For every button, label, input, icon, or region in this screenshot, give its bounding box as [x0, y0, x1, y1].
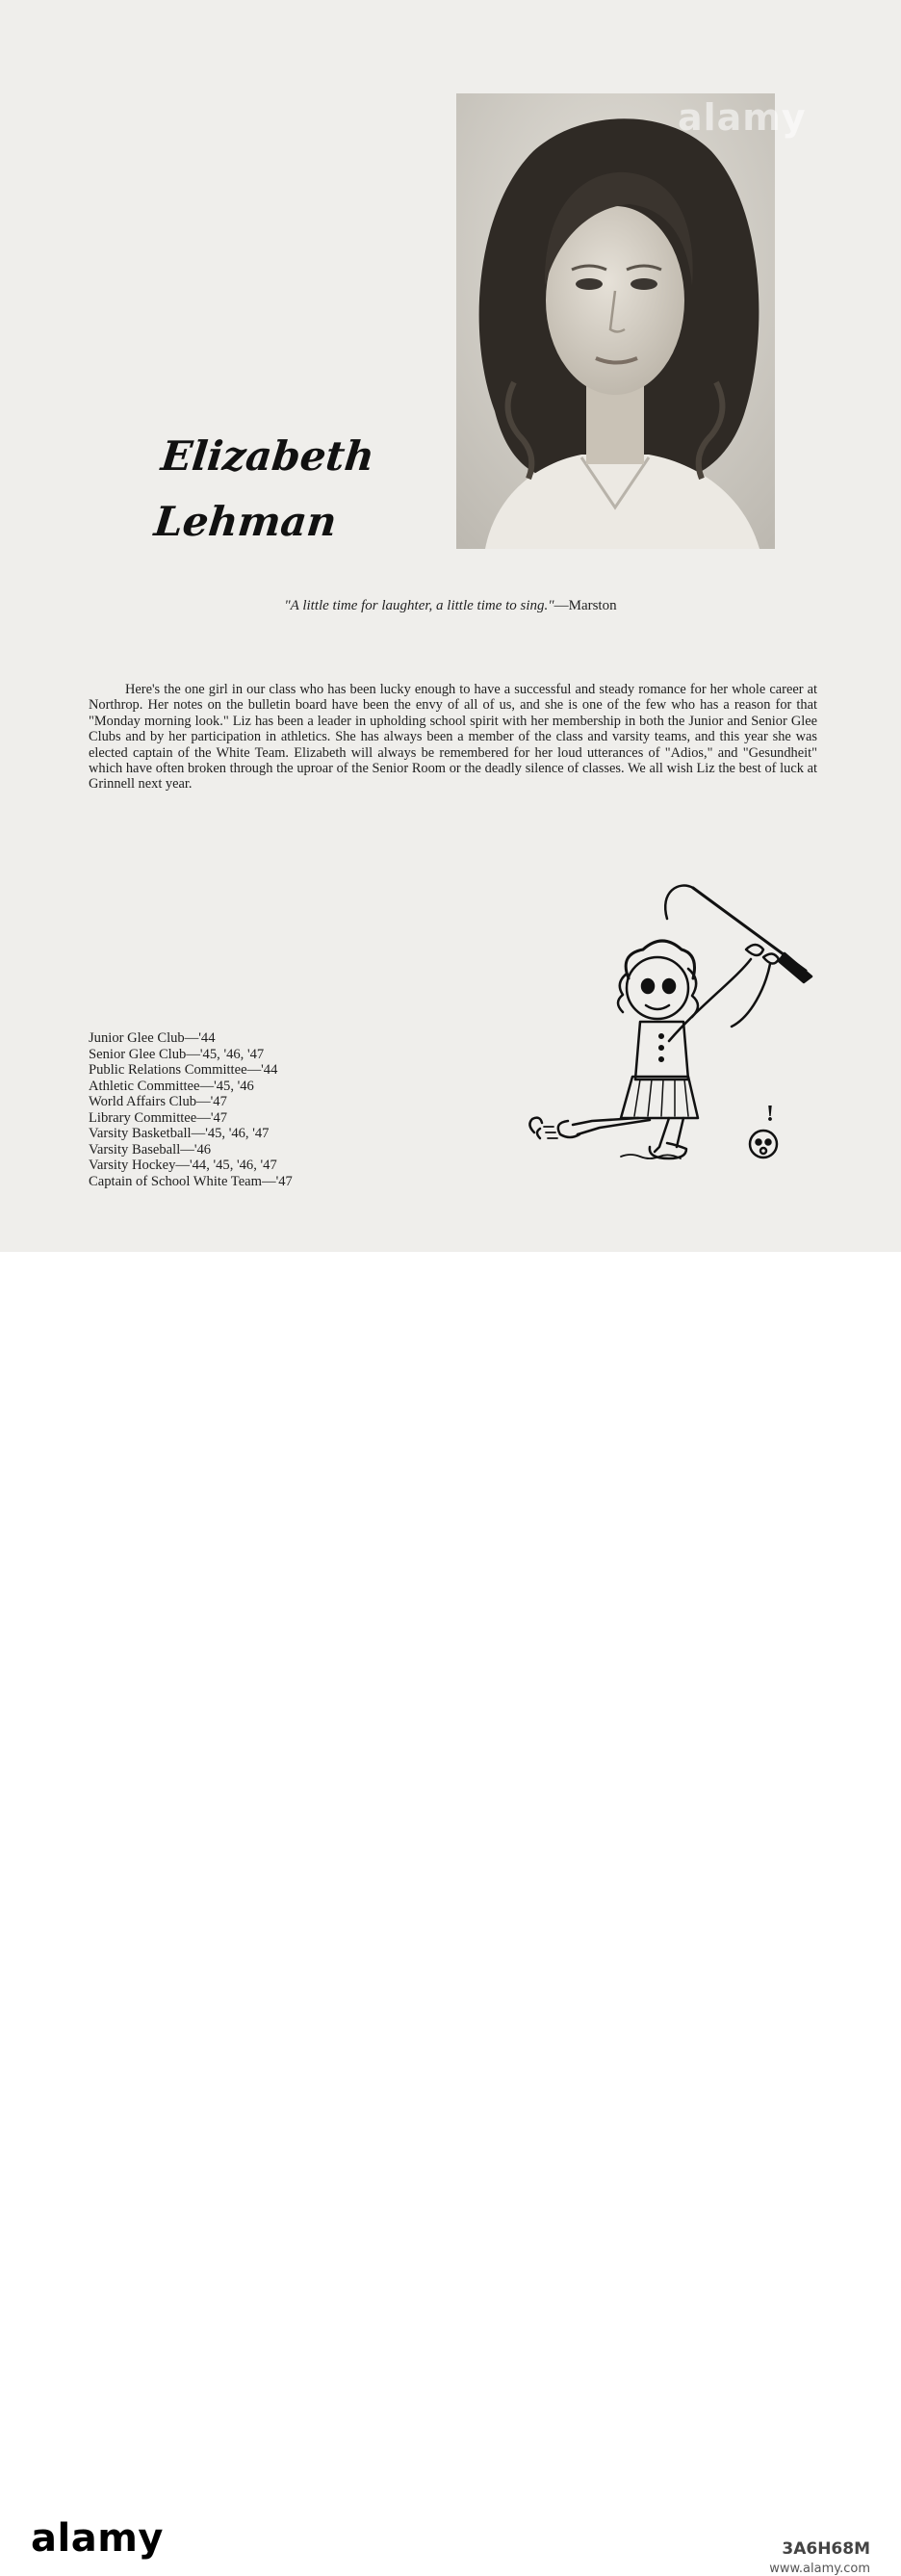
- activity-item: Public Relations Committee—'44: [89, 1062, 278, 1078]
- activity-item: Library Committee—'47: [89, 1109, 228, 1126]
- quote-text: "A little time for laughter, a little time to sing.": [284, 598, 554, 613]
- exclamation-mark: !: [766, 1102, 774, 1127]
- site-url: www.alamy.com: [769, 2562, 870, 2576]
- student-name: [151, 424, 396, 555]
- activity-item: World Affairs Club—'47: [89, 1094, 227, 1109]
- quote: [0, 598, 901, 614]
- activity-item: Senior Glee Club—'45, '46, '47: [89, 1046, 265, 1062]
- portrait-image: [456, 93, 775, 549]
- activities-list: [89, 1030, 397, 1189]
- activity-item: Varsity Basketball—'45, '46, '47: [89, 1126, 270, 1141]
- watermark-footer: [0, 1252, 901, 2576]
- quote-author: —Marston: [553, 598, 617, 613]
- portrait-photo: [456, 93, 775, 549]
- activity-item: Captain of School White Team—'47: [89, 1173, 293, 1189]
- hockey-girl-cartoon: [505, 872, 823, 1166]
- yearbook-page: [0, 0, 901, 1252]
- watermark-overlay: alamy: [678, 96, 807, 139]
- last-name: Lehman: [151, 498, 340, 545]
- activity-item: Athletic Committee—'45, '46: [89, 1078, 254, 1094]
- alamy-logo: alamy: [31, 2516, 164, 2561]
- biography-paragraph: Here's the one girl in our class who has been lucky enough to have a successful and steady romance for her whole career at Northrop. Her notes on the bulletin board have been the envy of all of us, and she is one of the few who has a reason for that "Monday morning look." Liz has been a leader in upholding school spirit with her membership in both the Junior and Senior Glee Clubs and by her participation in athletics. She has always been a member of the class and varsity teams, and this year she was elected captain of the White Team. Elizabeth will always be remembered for her loud utterances of "Adios," and "Gesundheit" which have often broken through the uproar of the Senior Room or the deadly silence of classes. We all wish Liz the best of luck at Grinnell next year.: [89, 682, 817, 793]
- first-name: Elizabeth: [159, 432, 377, 480]
- stock-image-id: 3A6H68M: [782, 2539, 870, 2559]
- activity-item: Junior Glee Club—'44: [89, 1030, 216, 1046]
- activity-item: Varsity Baseball—'46: [89, 1141, 212, 1158]
- activity-item: Varsity Hockey—'44, '45, '46, '47: [89, 1158, 277, 1173]
